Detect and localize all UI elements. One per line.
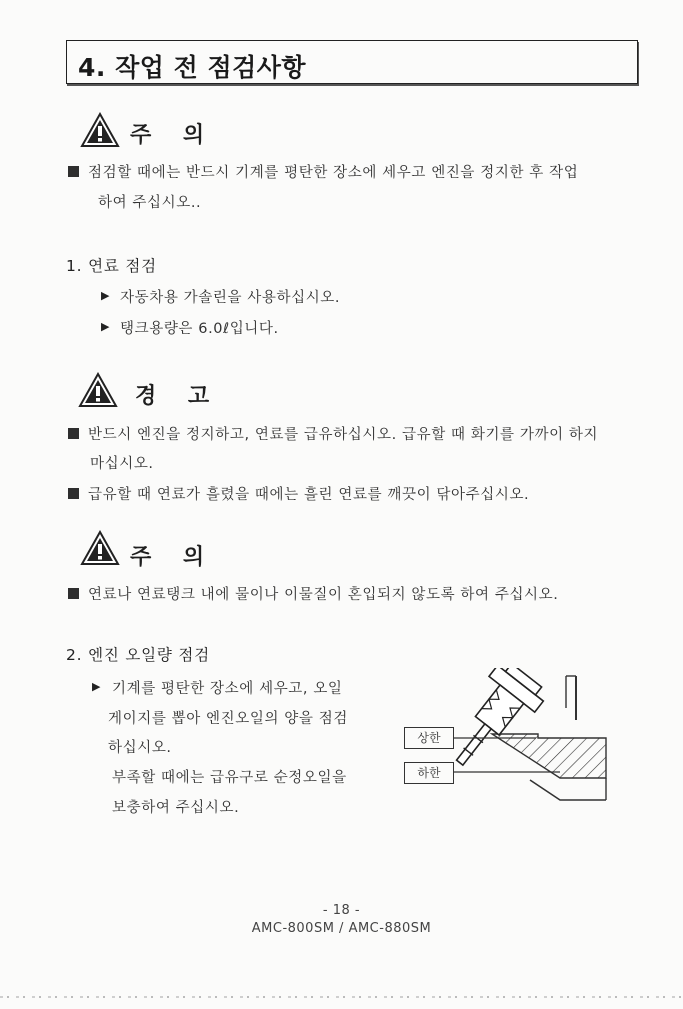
- oil-text-line3: 하십시오.: [108, 740, 172, 756]
- caution2-text: 연료나 연료탱크 내에 물이나 이물질이 혼입되지 않도록 하여 주십시오.: [88, 587, 559, 603]
- page-number: - 18 -: [322, 903, 361, 918]
- fuel-item-1: 자동차용 가솔린을 사용하십시오.: [120, 290, 341, 306]
- warning-triangle-icon: [80, 530, 120, 566]
- fuel-check-heading: 1. 연료 점검: [66, 257, 157, 275]
- scan-artifact-line: [0, 996, 683, 998]
- oil-text-line2: 게이지를 뽑아 엔진오일의 양을 점검: [108, 711, 348, 727]
- bullet-square: [68, 488, 79, 499]
- upper-limit-label: 상한: [404, 727, 454, 749]
- lower-limit-label: 하한: [404, 762, 454, 784]
- oil-text-line5: 보충하여 주십시오.: [112, 800, 240, 816]
- warning-text-line1: 반드시 엔진을 정지하고, 연료를 급유하십시오. 급유할 때 화기를 가까이 하지: [88, 427, 599, 443]
- caution-text-line1: 점검할 때에는 반드시 기계를 평탄한 장소에 세우고 엔진을 정지한 후 작업: [88, 165, 579, 181]
- warning-heading: 경 고: [135, 384, 222, 409]
- bullet-square: [68, 166, 79, 177]
- oil-check-heading: 2. 엔진 오일량 점검: [66, 646, 210, 664]
- warning-text-line2: 마십시오.: [90, 456, 154, 472]
- triangle-bullet-icon: ▶: [101, 320, 110, 333]
- caution-heading: 주 의: [130, 123, 217, 148]
- oil-text-line1: 기계를 평탄한 장소에 세우고, 오일: [112, 681, 343, 697]
- bullet-square: [68, 588, 79, 599]
- caution-text-line2: 하여 주십시오..: [98, 195, 202, 211]
- section-title: 4. 작업 전 점검사항: [78, 53, 307, 82]
- caution-heading: 주 의: [130, 545, 217, 570]
- oil-text-line4: 부족할 때에는 급유구로 순정오일을: [112, 770, 347, 786]
- oil-dipstick-diagram: [440, 668, 612, 810]
- triangle-bullet-icon: ▶: [92, 680, 101, 693]
- fuel-item-2: 탱크용량은 6.0ℓ입니다.: [120, 321, 279, 337]
- model-name: AMC-800SM / AMC-880SM: [251, 921, 432, 936]
- triangle-bullet-icon: ▶: [101, 289, 110, 302]
- warning-triangle-icon: [78, 372, 118, 408]
- bullet-square: [68, 428, 79, 439]
- warning-text-item2: 급유할 때 연료가 흘렸을 때에는 흘린 연료를 깨끗이 닦아주십시오.: [88, 487, 530, 503]
- warning-triangle-icon: [80, 112, 120, 148]
